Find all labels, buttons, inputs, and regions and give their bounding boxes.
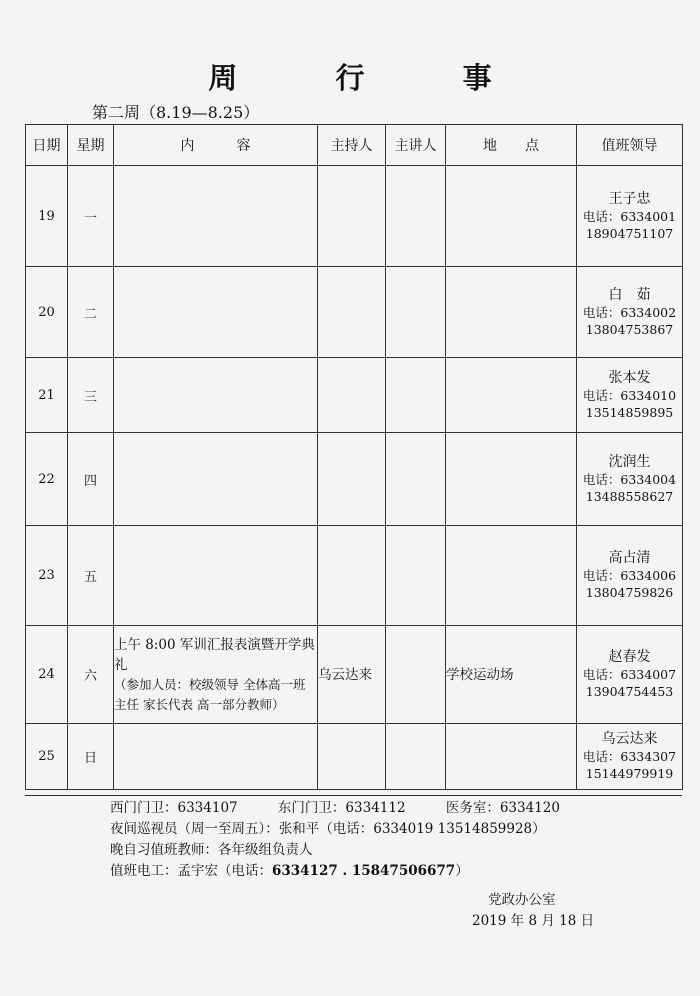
leader-name: 王子忠 xyxy=(608,190,651,207)
leader-name: 沈润生 xyxy=(608,453,651,470)
cell-weekday: 五 xyxy=(68,526,114,626)
cell-content xyxy=(114,526,318,626)
cell-leader xyxy=(577,166,683,267)
leader-phone: 电话：6334001 xyxy=(582,208,677,224)
cell-content xyxy=(114,358,318,433)
page-title: 周 行 事 xyxy=(208,61,536,95)
bottom-divider xyxy=(25,795,682,796)
week-label: 第二周（8.19—8.25） xyxy=(92,103,260,122)
leader-mobile: 18904751107 xyxy=(585,225,674,241)
clinic: 医务室：6334120 xyxy=(445,800,560,816)
cell-leader xyxy=(577,724,683,790)
office-name: 党政办公室 xyxy=(488,892,556,908)
cell-speaker xyxy=(386,626,446,724)
cell-date: 20 xyxy=(26,267,68,358)
table-row xyxy=(26,724,683,790)
event-participants: （参加人员：校级领导 全体高一班主任 家长代表 高一部分教师） xyxy=(114,676,306,712)
table-row xyxy=(26,526,683,626)
signature-block xyxy=(472,890,595,932)
cell-weekday: 三 xyxy=(68,358,114,433)
cell-content xyxy=(114,166,318,267)
leader-name: 张本发 xyxy=(608,369,651,386)
event-title: 上午 8:00 军训汇报表演暨开学典礼 xyxy=(114,636,315,673)
evening-study: 晚自习值班教师：各年级组负责人 xyxy=(110,842,313,858)
leader-phone: 电话：6334004 xyxy=(582,471,677,487)
table-header-row xyxy=(26,125,683,166)
leader-mobile: 13804753867 xyxy=(585,321,674,337)
cell-date: 21 xyxy=(26,358,68,433)
cell-date: 22 xyxy=(26,433,68,526)
leader-phone: 电话：6334307 xyxy=(582,749,677,764)
leader-phone: 电话：6334006 xyxy=(582,568,677,583)
cell-host xyxy=(318,433,386,526)
cell-weekday: 四 xyxy=(68,433,114,526)
leader-name: 白 茹 xyxy=(608,286,651,303)
cell-host xyxy=(318,526,386,626)
cell-host xyxy=(318,358,386,433)
cell-content xyxy=(114,267,318,358)
cell-host xyxy=(318,267,386,358)
schedule-table xyxy=(25,124,683,790)
cell-location xyxy=(446,724,577,790)
footer-row-gates xyxy=(110,798,596,819)
cell-location: 学校运动场 xyxy=(446,626,577,724)
leader-name: 乌云达来 xyxy=(601,731,658,747)
header-speaker: 主讲人 xyxy=(386,125,446,166)
cell-date: 23 xyxy=(26,526,68,626)
leader-mobile: 13488558627 xyxy=(585,488,674,504)
leader-phone: 电话：6334010 xyxy=(582,387,677,403)
cell-content xyxy=(114,433,318,526)
cell-leader xyxy=(577,626,683,724)
header-leader: 值班领导 xyxy=(577,125,683,166)
cell-speaker xyxy=(386,433,446,526)
cell-speaker xyxy=(386,267,446,358)
cell-leader xyxy=(577,358,683,433)
table-row xyxy=(26,358,683,433)
cell-date: 25 xyxy=(26,724,68,790)
cell-weekday: 一 xyxy=(68,166,114,267)
cell-leader xyxy=(577,433,683,526)
header-location: 地 点 xyxy=(446,125,577,166)
cell-leader xyxy=(577,526,683,626)
leader-name: 赵春发 xyxy=(608,649,651,665)
cell-speaker xyxy=(386,526,446,626)
cell-speaker xyxy=(386,166,446,267)
leader-mobile: 13904754453 xyxy=(585,684,674,699)
electrician-label: 值班电工：孟宇宏（电话： xyxy=(110,863,272,879)
table-row xyxy=(26,166,683,267)
leader-mobile: 15144979919 xyxy=(585,766,674,781)
night-patrol: 夜间巡视员（周一至周五）：张和平（电话：6334019 13514859928） xyxy=(110,821,546,837)
cell-location xyxy=(446,267,577,358)
table-row xyxy=(26,267,683,358)
east-gate: 东门门卫：6334112 xyxy=(277,800,406,816)
header-date: 日期 xyxy=(26,125,68,166)
electrician-phone: 6334127 . 15847506677 xyxy=(272,863,456,879)
cell-location xyxy=(446,358,577,433)
leader-phone: 电话：6334007 xyxy=(582,667,677,682)
cell-weekday: 二 xyxy=(68,267,114,358)
header-host: 主持人 xyxy=(318,125,386,166)
leader-name: 高占清 xyxy=(608,550,651,566)
cell-content xyxy=(114,626,318,724)
electrician-end: ） xyxy=(455,863,469,879)
table-row xyxy=(26,433,683,526)
cell-speaker xyxy=(386,358,446,433)
cell-date: 24 xyxy=(26,626,68,724)
cell-host xyxy=(318,166,386,267)
leader-mobile: 13804759826 xyxy=(585,585,674,600)
cell-speaker xyxy=(386,724,446,790)
cell-location xyxy=(446,526,577,626)
leader-phone: 电话：6334002 xyxy=(582,304,677,320)
header-weekday: 星期 xyxy=(68,125,114,166)
electrician xyxy=(110,861,596,882)
cell-leader xyxy=(577,267,683,358)
cell-location xyxy=(446,433,577,526)
cell-weekday: 六 xyxy=(68,626,114,724)
cell-host xyxy=(318,724,386,790)
header-content: 内 容 xyxy=(114,125,318,166)
cell-location xyxy=(446,166,577,267)
cell-content xyxy=(114,724,318,790)
table-row xyxy=(26,626,683,724)
leader-mobile: 13514859895 xyxy=(585,404,674,420)
cell-host: 乌云达来 xyxy=(318,626,386,724)
west-gate: 西门门卫：6334107 xyxy=(110,800,238,816)
cell-date: 19 xyxy=(26,166,68,267)
issue-date: 2019 年 8 月 18 日 xyxy=(472,913,595,929)
cell-weekday: 日 xyxy=(68,724,114,790)
footer-contacts xyxy=(110,798,596,882)
